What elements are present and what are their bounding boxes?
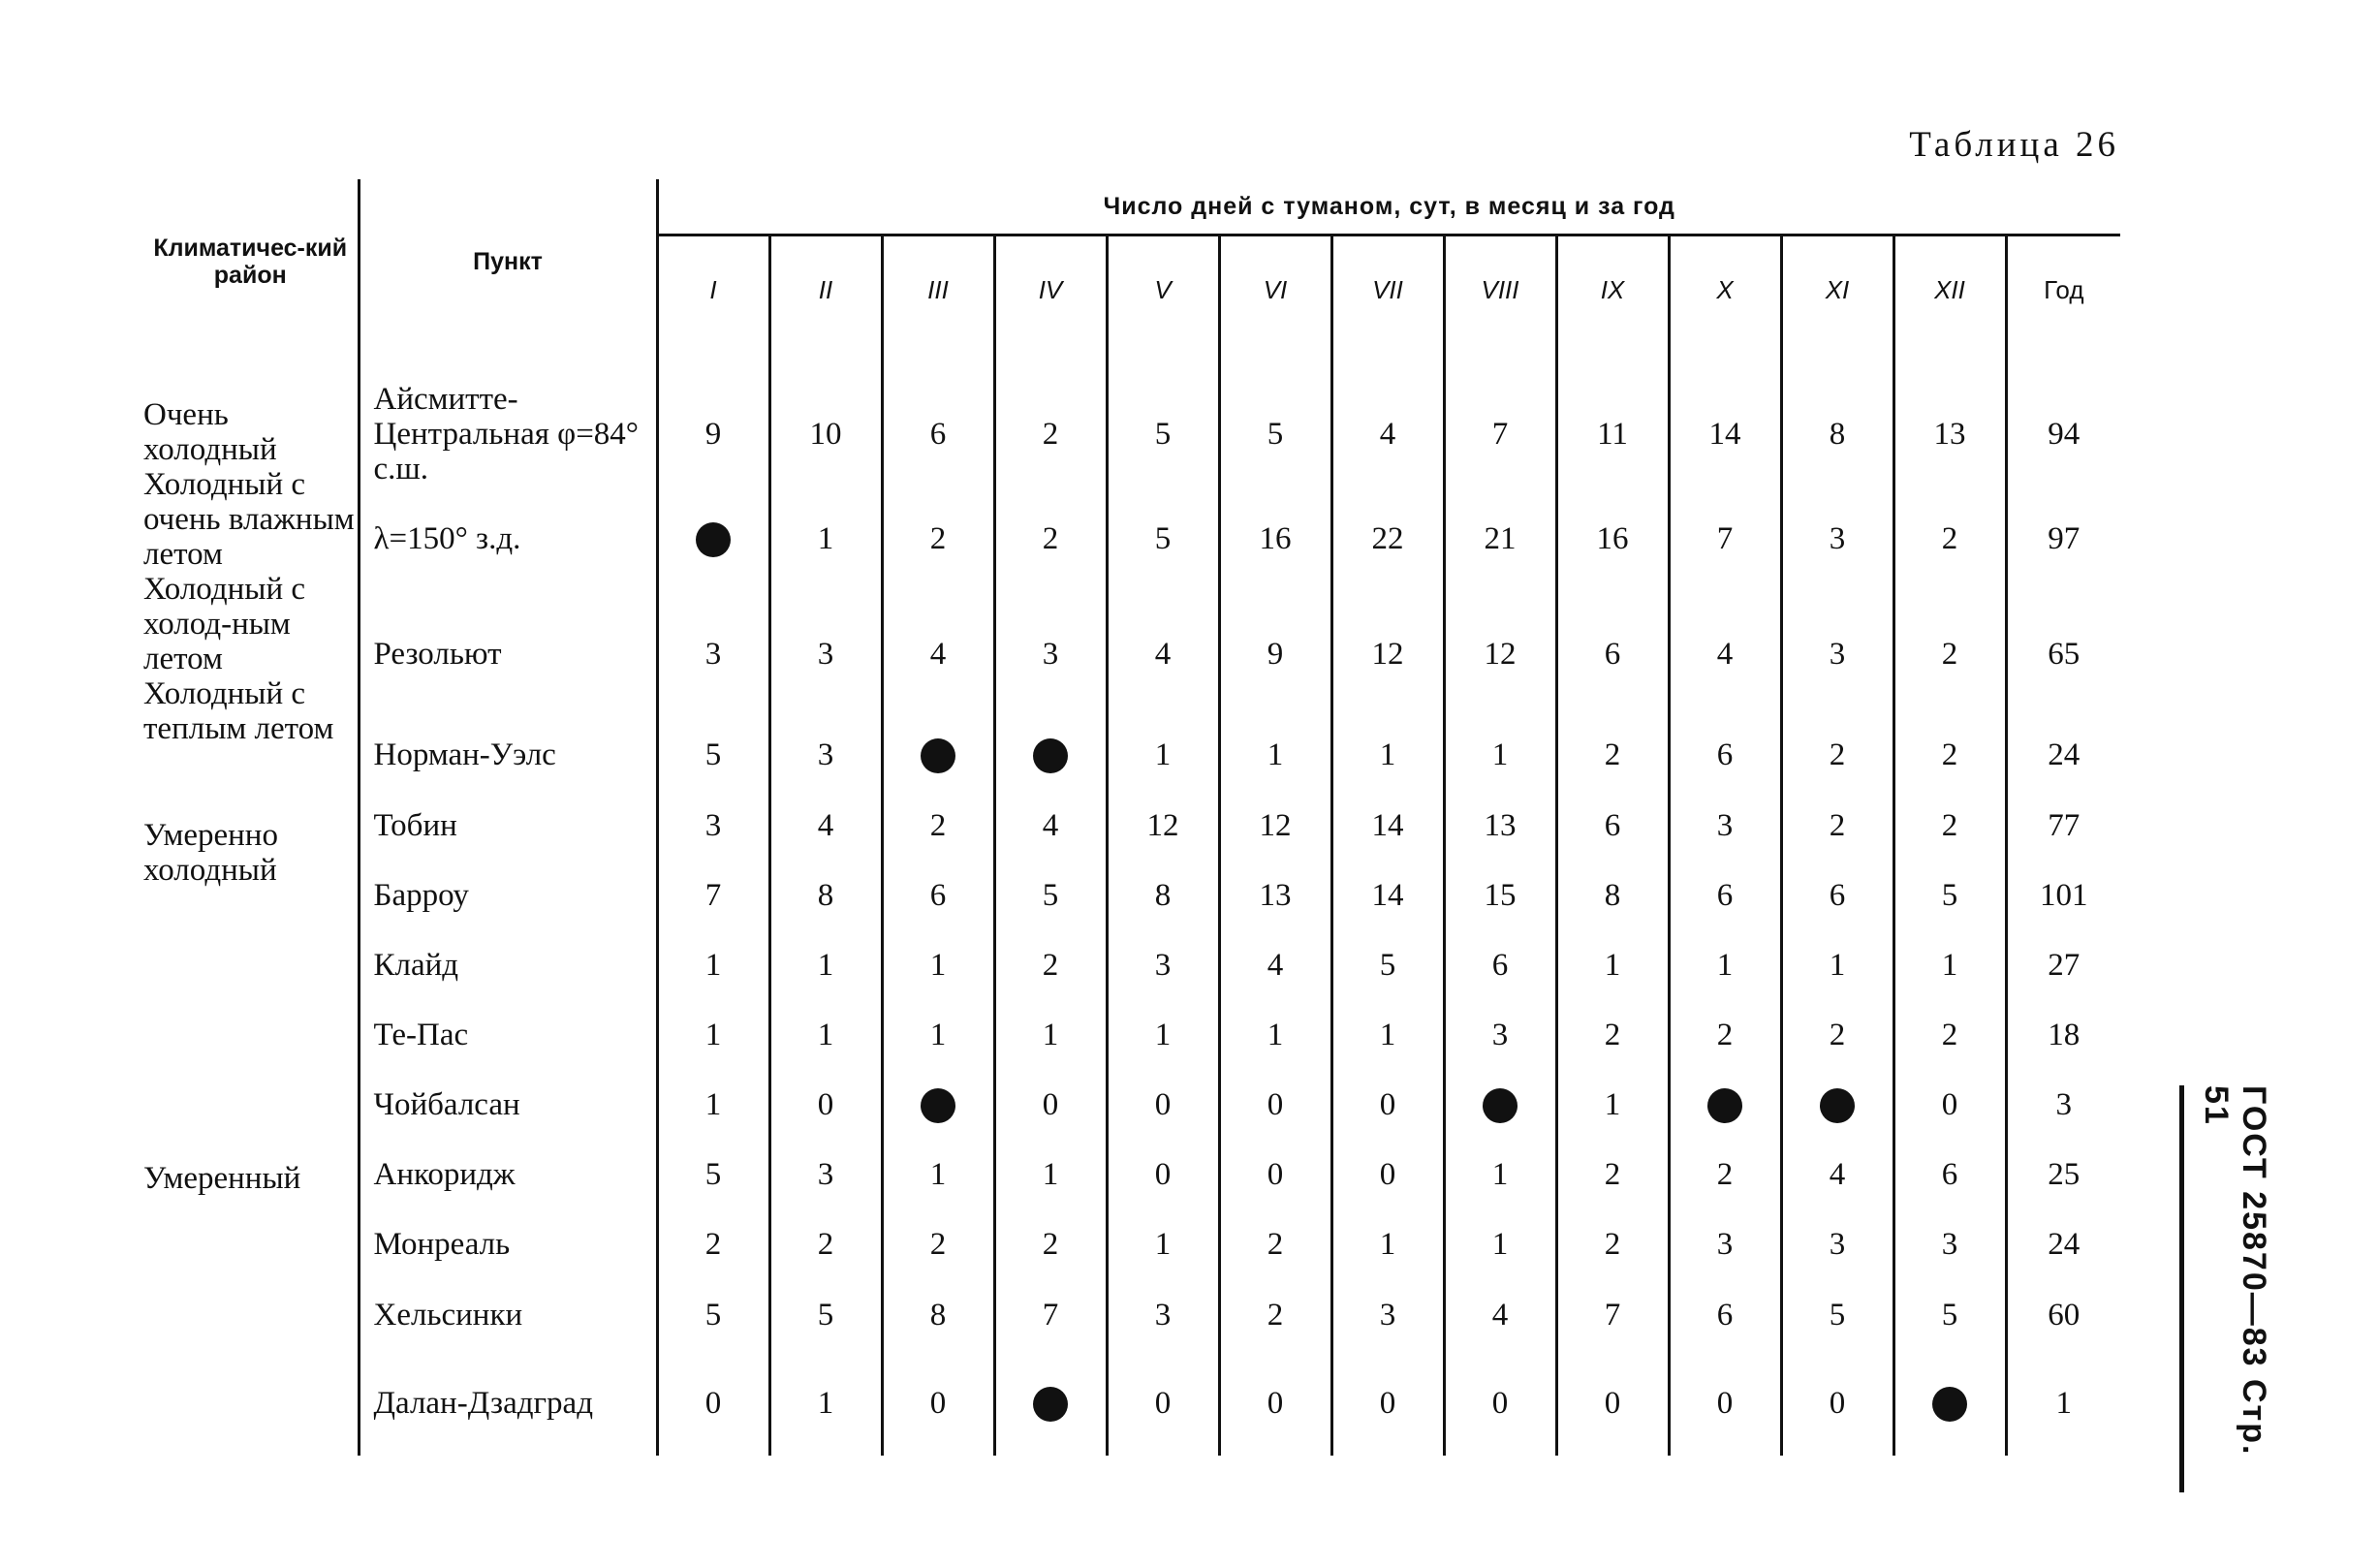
value-cell: 1: [994, 1140, 1107, 1209]
fog-days-table: [143, 179, 2120, 1456]
table-row: [143, 861, 2120, 930]
value-cell: 22: [1331, 488, 1444, 589]
year-total-cell: 101: [2040, 877, 2088, 913]
point-cell: Далан-Дзадград: [359, 1351, 657, 1456]
dot-marker: [1820, 1088, 1855, 1123]
value-cell: 1: [1444, 719, 1556, 791]
value-cell: 0: [1669, 1351, 1781, 1456]
value-cell: 5: [1107, 488, 1219, 589]
header-year: Год: [2044, 274, 2084, 304]
value-cell: 6: [1444, 930, 1556, 1000]
point-cell: Анкоридж: [359, 1140, 657, 1209]
value-cell: 2: [1893, 1000, 2006, 1070]
value-cell: 1: [1331, 1000, 1444, 1070]
value-cell: 0: [1219, 1070, 1331, 1140]
header-point: Пункт: [359, 179, 657, 343]
value-cell: 7: [657, 861, 769, 930]
value-cell: [882, 719, 994, 791]
value-cell: 2: [1893, 488, 2006, 589]
year-total-cell: 24: [2048, 1226, 2081, 1262]
header-month: IX: [1556, 235, 1669, 344]
value-cell: 1: [1331, 1209, 1444, 1279]
value-cell: 4: [1669, 589, 1781, 719]
value-cell: 4: [1331, 380, 1444, 488]
value-cell: 14: [1331, 791, 1444, 861]
table-row: [143, 589, 2120, 719]
value-cell: 2: [994, 930, 1107, 1000]
value-cell: 8: [769, 861, 882, 930]
value-cell: 8: [1556, 861, 1669, 930]
header-month: III: [882, 235, 994, 344]
value-cell: 5: [1781, 1279, 1893, 1351]
value-cell: 1: [657, 1070, 769, 1140]
value-cell: 1: [1219, 719, 1331, 791]
point-cell: Клайд: [359, 930, 657, 1000]
value-cell: 3: [1781, 488, 1893, 589]
value-cell: 12: [1219, 791, 1331, 861]
value-cell: 0: [1556, 1351, 1669, 1456]
value-cell: 3: [1107, 930, 1219, 1000]
value-cell: 5: [657, 1140, 769, 1209]
value-cell: 1: [994, 1000, 1107, 1070]
value-cell: 2: [1219, 1209, 1331, 1279]
spacer-row: [143, 343, 2120, 380]
year-total-cell: 27: [2048, 947, 2081, 983]
value-cell: 7: [994, 1279, 1107, 1351]
value-cell: 7: [1444, 380, 1556, 488]
value-cell: 6: [882, 380, 994, 488]
value-cell: [1893, 1351, 2006, 1456]
year-total-cell: 77: [2048, 807, 2081, 843]
point-cell: Айсмитте-Центральная φ=84° с.ш.: [359, 380, 657, 488]
value-cell: 2: [994, 1209, 1107, 1279]
value-cell: 1: [1107, 719, 1219, 791]
value-cell: 15: [1444, 861, 1556, 930]
value-cell: 3: [1781, 1209, 1893, 1279]
value-cell: 2: [1893, 589, 2006, 719]
value-cell: 1: [882, 930, 994, 1000]
value-cell: 4: [994, 791, 1107, 861]
value-cell: 5: [994, 861, 1107, 930]
value-cell: 0: [1331, 1140, 1444, 1209]
value-cell: 1: [882, 1140, 994, 1209]
table-row: [143, 1140, 2120, 1209]
year-total-cell: 65: [2048, 636, 2081, 672]
value-cell: 3: [769, 719, 882, 791]
value-cell: [1669, 1070, 1781, 1140]
table-row: [143, 930, 2120, 1000]
value-cell: 8: [1781, 380, 1893, 488]
value-cell: 6: [882, 861, 994, 930]
value-cell: 3: [1893, 1209, 2006, 1279]
value-cell: 7: [1556, 1279, 1669, 1351]
value-cell: 6: [1556, 589, 1669, 719]
value-cell: 7: [1669, 488, 1781, 589]
value-cell: 2: [1893, 791, 2006, 861]
value-cell: 4: [1781, 1140, 1893, 1209]
value-cell: 16: [1219, 488, 1331, 589]
value-cell: 0: [1219, 1351, 1331, 1456]
value-cell: 5: [657, 1279, 769, 1351]
value-cell: 9: [657, 380, 769, 488]
year-total-cell: 25: [2048, 1156, 2081, 1192]
value-cell: 5: [769, 1279, 882, 1351]
value-cell: 2: [882, 1209, 994, 1279]
value-cell: 3: [657, 589, 769, 719]
value-cell: 5: [1893, 861, 2006, 930]
value-cell: 3: [657, 791, 769, 861]
year-total-cell: 1: [2055, 1385, 2073, 1421]
value-cell: 1: [657, 930, 769, 1000]
value-cell: 1: [1444, 1140, 1556, 1209]
value-cell: 1: [1219, 1000, 1331, 1070]
region-cell: Очень холодный Холодный с очень влажным летом Холодный с холод-ным летом Холодный с теплым летом: [143, 380, 359, 791]
value-cell: 4: [769, 791, 882, 861]
value-cell: 2: [882, 791, 994, 861]
value-cell: 2: [657, 1209, 769, 1279]
value-cell: 12: [1107, 791, 1219, 861]
value-cell: 0: [1781, 1351, 1893, 1456]
header-month: IV: [994, 235, 1107, 344]
year-total-cell: 24: [2048, 737, 2081, 772]
value-cell: 14: [1331, 861, 1444, 930]
header-month: V: [1107, 235, 1219, 344]
side-rule: [2179, 1085, 2184, 1492]
header-month: I: [657, 235, 769, 344]
value-cell: 6: [1669, 1279, 1781, 1351]
value-cell: 1: [1444, 1209, 1556, 1279]
dot-marker: [921, 1088, 955, 1123]
value-cell: 13: [1893, 380, 2006, 488]
value-cell: 3: [1107, 1279, 1219, 1351]
table-row: [143, 380, 2120, 488]
value-cell: 3: [1669, 791, 1781, 861]
value-cell: 13: [1219, 861, 1331, 930]
header-month: VI: [1219, 235, 1331, 344]
value-cell: 1: [1556, 930, 1669, 1000]
value-cell: [882, 1070, 994, 1140]
value-cell: 1: [1669, 930, 1781, 1000]
value-cell: 0: [1444, 1351, 1556, 1456]
side-note: [2175, 1085, 2272, 1492]
value-cell: 0: [1331, 1070, 1444, 1140]
value-cell: 2: [882, 488, 994, 589]
table-caption: Таблица 26: [1909, 125, 2119, 165]
value-cell: 1: [882, 1000, 994, 1070]
value-cell: 0: [882, 1351, 994, 1456]
dot-marker: [1932, 1387, 1967, 1422]
value-cell: 8: [1107, 861, 1219, 930]
value-cell: 3: [994, 589, 1107, 719]
header-month: II: [769, 235, 882, 344]
value-cell: 1: [769, 1000, 882, 1070]
value-cell: 2: [1556, 719, 1669, 791]
value-cell: 4: [1444, 1279, 1556, 1351]
value-cell: 2: [1556, 1000, 1669, 1070]
header-month: X: [1669, 235, 1781, 344]
value-cell: 2: [1781, 1000, 1893, 1070]
value-cell: 0: [1107, 1070, 1219, 1140]
header-month: VII: [1331, 235, 1444, 344]
value-cell: 8: [882, 1279, 994, 1351]
value-cell: 4: [1219, 930, 1331, 1000]
value-cell: 0: [994, 1070, 1107, 1140]
header-month: XII: [1893, 235, 2006, 344]
value-cell: 5: [1893, 1279, 2006, 1351]
value-cell: 6: [1669, 719, 1781, 791]
value-cell: 2: [1781, 719, 1893, 791]
value-cell: 14: [1669, 380, 1781, 488]
value-cell: 0: [1219, 1140, 1331, 1209]
year-total-cell: 97: [2048, 520, 2081, 556]
value-cell: [657, 488, 769, 589]
point-cell: Те-Пас: [359, 1000, 657, 1070]
value-cell: 1: [1107, 1209, 1219, 1279]
table-body: [143, 343, 2120, 1456]
value-cell: 9: [1219, 589, 1331, 719]
dot-marker: [696, 522, 731, 557]
table-row: [143, 1000, 2120, 1070]
table-row: [143, 791, 2120, 861]
value-cell: 2: [994, 488, 1107, 589]
value-cell: 5: [1331, 930, 1444, 1000]
year-total-cell: 3: [2055, 1086, 2073, 1122]
value-cell: 5: [1107, 380, 1219, 488]
table-row: [143, 1209, 2120, 1279]
table-row: [143, 488, 2120, 589]
value-cell: 21: [1444, 488, 1556, 589]
value-cell: 16: [1556, 488, 1669, 589]
value-cell: 1: [1893, 930, 2006, 1000]
table-row: [143, 1351, 2120, 1456]
value-cell: 10: [769, 380, 882, 488]
value-cell: 3: [769, 1140, 882, 1209]
value-cell: 0: [1107, 1140, 1219, 1209]
region-cell: Умеренно холодный: [143, 791, 359, 1140]
value-cell: 0: [769, 1070, 882, 1140]
value-cell: 11: [1556, 380, 1669, 488]
value-cell: 6: [1893, 1140, 2006, 1209]
value-cell: 1: [1331, 719, 1444, 791]
value-cell: 5: [657, 719, 769, 791]
value-cell: 2: [1893, 719, 2006, 791]
point-cell: λ=150° з.д.: [359, 488, 657, 589]
point-cell: Чойбалсан: [359, 1070, 657, 1140]
region-cell: Умеренный: [143, 1140, 359, 1456]
value-cell: 2: [1781, 791, 1893, 861]
value-cell: 4: [882, 589, 994, 719]
value-cell: 3: [1444, 1000, 1556, 1070]
value-cell: 6: [1781, 861, 1893, 930]
value-cell: 3: [1781, 589, 1893, 719]
point-cell: Монреаль: [359, 1209, 657, 1279]
value-cell: 3: [1669, 1209, 1781, 1279]
header-region: Климатичес-кий район: [143, 179, 359, 343]
value-cell: 1: [657, 1000, 769, 1070]
value-cell: [994, 719, 1107, 791]
value-cell: 2: [1669, 1140, 1781, 1209]
dot-marker: [1707, 1088, 1742, 1123]
value-cell: 2: [1556, 1140, 1669, 1209]
value-cell: 2: [1669, 1000, 1781, 1070]
point-cell: Барроу: [359, 861, 657, 930]
value-cell: 2: [1219, 1279, 1331, 1351]
value-cell: 0: [1331, 1351, 1444, 1456]
value-cell: 1: [769, 1351, 882, 1456]
header-row-top: [143, 179, 2120, 235]
value-cell: 3: [1331, 1279, 1444, 1351]
value-cell: 0: [1893, 1070, 2006, 1140]
dot-marker: [921, 738, 955, 773]
year-total-cell: 94: [2048, 416, 2081, 452]
dot-marker: [1483, 1088, 1518, 1123]
value-cell: 13: [1444, 791, 1556, 861]
value-cell: [994, 1351, 1107, 1456]
value-cell: 4: [1107, 589, 1219, 719]
side-note-text: ГОСТ 25870—83 Стр. 51: [2198, 1085, 2272, 1457]
year-total-cell: 18: [2048, 1017, 2081, 1052]
value-cell: 1: [1556, 1070, 1669, 1140]
value-cell: 0: [1107, 1351, 1219, 1456]
year-total-cell: 60: [2048, 1297, 2081, 1333]
header-group: Число дней с туманом, сут, в месяц и за год: [657, 179, 2120, 235]
point-cell: Тобин: [359, 791, 657, 861]
value-cell: [1444, 1070, 1556, 1140]
value-cell: 1: [769, 930, 882, 1000]
value-cell: 6: [1669, 861, 1781, 930]
value-cell: 1: [1107, 1000, 1219, 1070]
value-cell: 3: [769, 589, 882, 719]
value-cell: 1: [1781, 930, 1893, 1000]
table-row: [143, 1279, 2120, 1351]
point-cell: Норман-Уэлс: [359, 719, 657, 791]
table-row: [143, 1070, 2120, 1140]
value-cell: 0: [657, 1351, 769, 1456]
value-cell: 5: [1219, 380, 1331, 488]
dot-marker: [1033, 738, 1068, 773]
value-cell: 2: [769, 1209, 882, 1279]
header-month: VIII: [1444, 235, 1556, 344]
value-cell: 2: [994, 380, 1107, 488]
table-row: [143, 719, 2120, 791]
value-cell: 1: [769, 488, 882, 589]
header-month: XI: [1781, 235, 1893, 344]
value-cell: 12: [1331, 589, 1444, 719]
value-cell: [1781, 1070, 1893, 1140]
value-cell: 12: [1444, 589, 1556, 719]
point-cell: Хельсинки: [359, 1279, 657, 1351]
point-cell: Резольют: [359, 589, 657, 719]
value-cell: 2: [1556, 1209, 1669, 1279]
dot-marker: [1033, 1387, 1068, 1422]
value-cell: 6: [1556, 791, 1669, 861]
